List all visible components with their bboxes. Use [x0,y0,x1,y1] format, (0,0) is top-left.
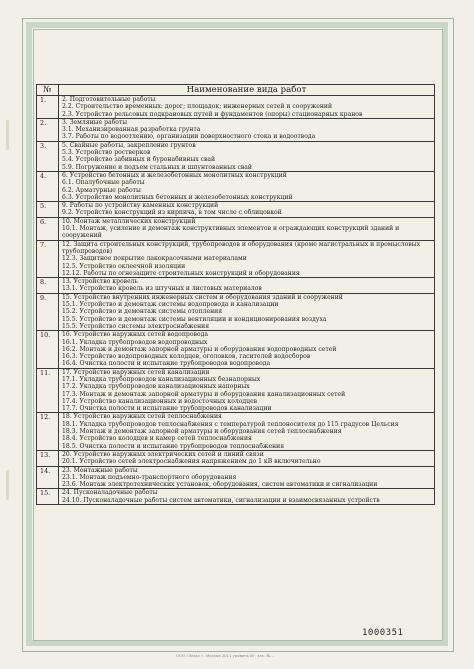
row-number: 8. [37,278,59,294]
row-works [59,96,435,119]
work-item: 20. Устройство наружных электрических сетей и линий связи [62,450,264,458]
work-item: 17.1. Укладка трубопроводов канализационных безнапорных [62,375,261,383]
work-item: 18. Устройство наружных сетей теплоснабжения [62,413,222,421]
table-row [37,171,435,201]
table-row [37,96,435,119]
work-item: 16.3. Устройство водопроводных колодцев, оголовков, гасителей водосборов [62,353,311,361]
row-works [59,331,435,368]
table-row [37,217,435,240]
punch-hole-mark [6,470,9,500]
work-item: 17. Устройство наружных сетей канализации [62,368,210,376]
row-number: 9. [37,293,59,330]
work-item: 5.4. Устройство забивных и буронабивных свай [62,156,216,164]
row-number: 1. [37,96,59,119]
work-item: 12.3. Защитное покрытие лакокрасочными материалами [62,255,247,263]
work-item: 20.1. Устройство сетей электроснабжения напряжением до 1 кВ включительно [62,458,321,466]
row-works [59,368,435,413]
row-number: 3. [37,141,59,171]
table-row [37,118,435,141]
row-works [59,141,435,171]
work-item: 2.3. Устройство рельсовых подкрановых путей и фундаментов (опоры) стационарных кранов [62,110,363,118]
row-works [59,413,435,450]
table-row [37,450,435,466]
table-row [37,278,435,294]
work-item: 9.2. Устройство конструкций из кирпича, в том числе с облицовкой [62,209,282,217]
work-item: 12.5. Устройство оклеечной изоляции [62,262,186,270]
work-item: 24.10. Пусконаладочные работы систем автоматики, сигнализации и взаимосвязанных устройств [62,496,380,504]
table-row [37,141,435,171]
table-row [37,331,435,368]
work-item: 10. Монтаж металлических конструкций [62,217,196,225]
work-item: 6.2. Арматурные работы [62,186,141,194]
works-table [36,84,435,505]
row-number: 15. [37,489,59,505]
table-row [37,413,435,450]
work-item: 23. Монтажные работы [62,466,138,474]
row-number: 2. [37,118,59,141]
row-works [59,240,435,277]
work-item: 15.2. Устройство и демонтаж системы отопления [62,308,223,316]
table-row [37,466,435,489]
work-item: 13. Устройство кровель [62,278,138,286]
work-item: 18.1. Укладка трубопроводов теплоснабжения с температурой теплоносителя до 115 градусов Цельсия [62,420,399,428]
punch-hole-mark [6,120,9,150]
work-item: 2. Подготовительные работы [62,96,156,103]
work-item: 17.3. Монтаж и демонтаж запорной арматуры и оборудования канализационных сетей [62,390,346,398]
table-header-row [37,85,435,96]
row-works [59,217,435,240]
work-item: 12.12. Работы по огнезащите строительных конструкций и оборудования [62,269,300,277]
row-number: 13. [37,450,59,466]
row-number: 6. [37,217,59,240]
table-row [37,240,435,277]
serial-number: 1000351 [362,628,404,638]
work-item: 6. Устройство бетонных и железобетонных монолитных конструкций [62,171,287,179]
work-item: 17.2. Укладка трубопроводов канализационных напорных [62,383,250,391]
work-item: 13.1. Устройство кровель из штучных и листовых материалов [62,285,262,293]
row-works [59,489,435,505]
work-item: 16.1. Укладка трубопроводов водопроводных [62,338,208,346]
row-number: 14. [37,466,59,489]
work-item: 2.2. Строительство временных: дорог; площадок; инженерных сетей и сооружений [62,103,333,111]
work-item: 23.6. Монтаж электротехнических установок, оборудования, систем автоматики и сигнализации [62,481,378,489]
work-item: 17.7. Очистка полости и испытание трубопроводов канализации [62,405,272,413]
work-item: 5.3. Устройство ростверков [62,149,151,157]
row-works [59,202,435,218]
row-number: 12. [37,413,59,450]
work-item: 3. Земляные работы [62,118,128,126]
header-title: Наименование вида работ [59,85,435,96]
row-number: 5. [37,202,59,218]
work-item: 3.7. Работы по водоотлению, организации поверхностного стока и водоотвода [62,133,316,141]
work-item: 9. Работы по устройству каменных конструкций [62,202,219,210]
work-item: 18.5. Очистка полости и испытание трубопроводов теплоснабжения [62,442,285,450]
row-number: 11. [37,368,59,413]
row-number: 7. [37,240,59,277]
table-row [37,368,435,413]
row-works [59,118,435,141]
work-item: 16.2. Монтаж и демонтаж запорной арматуры и оборудования водопроводных сетей [62,345,337,353]
work-item: 23.1. Монтаж подъемно-транспортного оборудования [62,473,237,481]
work-item: 6.1. Опалубочные работы [62,179,145,187]
work-item: 15.5. Устройство системы электроснабжения [62,322,210,330]
work-item: 6.3. Устройство монолитных бетонных и железобетонных конструкций [62,193,293,201]
work-item: 18.3. Монтаж и демонтаж запорной арматуры и оборудования сетей теплоснабжения [62,428,342,436]
work-item: 15.5. Устройство и демонтаж системы вентиляции и кондиционирования воздуха [62,315,327,323]
printer-footer: ООО «Знак» г. Москва 2011 уровень Вт, зак. №... [176,653,274,658]
table-row [37,489,435,505]
row-works [59,171,435,201]
row-works [59,466,435,489]
table-row [37,202,435,218]
work-item: 16.4. Очистка полости и испытание трубопроводов водопровода [62,360,271,368]
row-number: 10. [37,331,59,368]
row-number: 4. [37,171,59,201]
work-item: 15.1. Устройство и демонтаж системы водопровода и канализации [62,301,279,309]
row-works [59,293,435,330]
work-item: 5.9. Погружение и подъем стальных и шпунтованных свай [62,163,252,171]
work-item: 18.4. Устройство колодцев и камер сетей теплоснабжения [62,435,252,443]
work-item: 24. Пусконаладочные работы [62,489,158,497]
work-item: 10.1. Монтаж, усиление и демонтаж конструктивных элементов и ограждающих конструкций зданий и сооружений [62,225,400,240]
work-item: 17.4. Устройство канализационных и водосточных колодцев [62,397,258,405]
work-item: 12. Защита строительных конструкций, трубопроводов и оборудования (кроме магистральных и промысловых трубопроводов) [62,240,421,255]
row-works [59,450,435,466]
row-works [59,278,435,294]
work-item: 16. Устройство наружных сетей водопровода [62,331,208,339]
table-row [37,293,435,330]
header-number: № [37,85,59,96]
work-item: 5. Свайные работы, закрепление грунтов [62,141,196,149]
work-item: 3.1. Механизированная разработка грунта [62,126,201,134]
work-item: 15. Устройство внутренних инженерных систем и оборудования зданий и сооружений [62,293,343,301]
